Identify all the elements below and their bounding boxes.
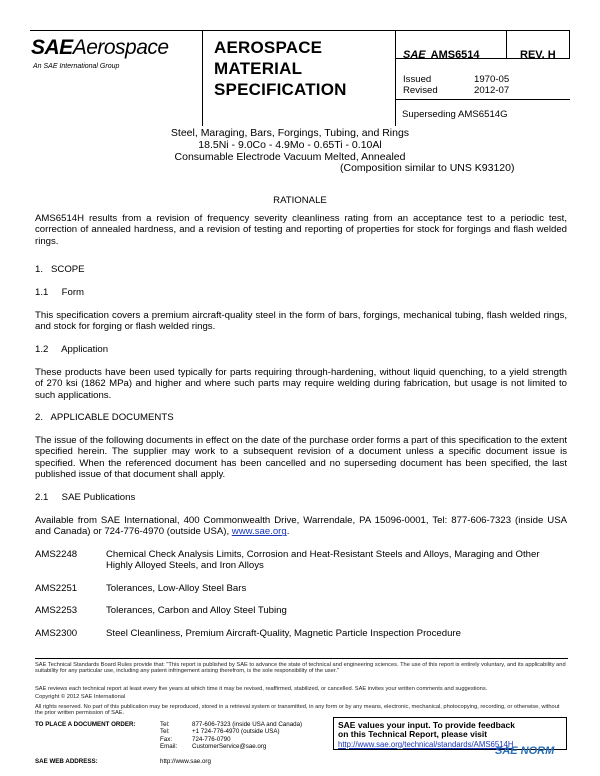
subject-line: Steel, Maraging, Bars, Forgings, Tubing, and Rings — [170, 127, 410, 139]
section-text — [35, 515, 567, 538]
section-heading: 2. APPLICABLE DOCUMENTS — [35, 412, 174, 423]
logo-aerospace: Aerospace — [72, 36, 169, 59]
section-heading: 1.2 Application — [35, 344, 109, 355]
title-line: MATERIAL — [214, 59, 303, 78]
order-contacts — [160, 721, 332, 750]
contact-value: 877-606-7323 (inside USA and Canada) — [192, 721, 303, 728]
footer-review: SAE reviews each technical report at least every five years at which time it may be revised, reaffirmed, stabilized, or cancelled. SAE invites your written comments and suggestions. — [35, 686, 488, 692]
issued-value: 1970-05 — [474, 74, 510, 85]
reference-code: AMS2300 — [35, 628, 78, 639]
contact-label: Email: — [160, 742, 178, 750]
watermark: SAE NORM — [495, 745, 555, 757]
reference-code: AMS2251 — [35, 583, 78, 594]
contact-row — [160, 721, 332, 728]
sentence-end: . — [286, 526, 290, 538]
section-heading: 2.1 SAE Publications — [35, 492, 136, 503]
header-divider — [395, 30, 396, 126]
contact-row — [160, 736, 332, 743]
web-value: http://www.sae.org — [160, 758, 211, 765]
spec-number — [403, 49, 480, 61]
revision-label: REV. H — [520, 49, 556, 61]
reference-title: Steel Cleanliness, Premium Aircraft-Quality, Magnetic Particle Inspection Procedure — [106, 628, 461, 639]
header-divider — [569, 30, 570, 58]
contact-label: Fax: — [160, 735, 173, 743]
contact-label: Tel: — [160, 728, 170, 736]
section-heading: 1. SCOPE — [35, 264, 85, 275]
order-label: TO PLACE A DOCUMENT ORDER: — [35, 721, 136, 728]
header-border-top — [30, 30, 570, 31]
reference-code: AMS2253 — [35, 605, 78, 616]
header-divider — [395, 99, 570, 100]
sae-mark: SAE — [403, 49, 426, 61]
reference-code: AMS2248 — [35, 549, 78, 560]
reference-title: Tolerances, Low-Alloy Steel Bars — [106, 583, 247, 594]
revised-value: 2012-07 — [474, 85, 510, 96]
sae-website-link[interactable]: www.sae.org — [231, 526, 287, 538]
contact-label: Tel: — [160, 721, 170, 728]
contact-row — [160, 743, 332, 750]
feedback-text: SAE values your input. To provide feedback — [338, 720, 515, 730]
rationale-text: AMS6514H results from a revision of frequency severity cleanliness rating from an acceptance test to a periodic test, correction of annealed hardness, and a revision of testing and reporting of properties for stock for forgings and flash welded rings. — [35, 213, 567, 247]
web-label: SAE WEB ADDRESS: — [35, 758, 98, 765]
footer-rights: All rights reserved. No part of this publication may be reproduced, stored in a retrieval system or transmitted, in any form or by any means, electronic, mechanical, photocopying, recording, or otherwise, without the prior written permission of SAE. — [35, 704, 560, 717]
logo-tagline: An SAE International Group — [33, 63, 120, 70]
section-text: The issue of the following documents in effect on the date of the purchase order forms a part of this specification to the extent specified herein. The supplier may work to a subsequent revision of a document unless a specific document issue is specified. When the referenced document has been cancelled and no superseding document has been specified, the last published issue of that document shall apply. — [35, 435, 567, 481]
feedback-link[interactable]: http://www.sae.org/technical/standards/AMS6514H — [338, 739, 514, 749]
header-divider — [506, 30, 507, 58]
issued-label: Issued — [403, 74, 432, 85]
revised-label: Revised — [403, 85, 438, 96]
contact-value: 724-776-0790 — [192, 735, 231, 743]
contact-row — [160, 728, 332, 735]
document-type-title — [214, 37, 347, 100]
contact-value: +1 724-776-4970 (outside USA) — [192, 728, 280, 736]
footer-copyright: Copyright © 2012 SAE International — [35, 694, 126, 700]
title-line: SPECIFICATION — [214, 80, 347, 99]
section-text: This specification covers a premium aircraft-quality steel in the form of bars, forgings, mechanical tubing, flash welded rings, and stock for forging or flash welded rings. — [35, 310, 567, 333]
contact-value: CustomerService@sae.org — [192, 742, 267, 750]
footer-rule — [35, 658, 568, 659]
spec-number-value: AMS6514 — [430, 49, 480, 61]
subject-line: 18.5Ni - 9.0Co - 4.9Mo - 0.65Ti - 0.10Al — [198, 138, 382, 151]
feedback-text: on this Technical Report, please visit — [338, 729, 488, 740]
document-subject — [80, 128, 500, 163]
subject-line: (Composition similar to UNS K93120) — [340, 162, 515, 174]
footer-policy: SAE Technical Standards Board Rules provide that: "This report is published by SAE to advance the state of technical and engineering sciences. The use of this report is entirely voluntary, and its applicability and suitability for any particular use, including any patent infringement arising therefrom, is the sole responsibility of the user." — [35, 662, 566, 675]
rationale-heading: RATIONALE — [273, 195, 327, 206]
subject-line: Consumable Electrode Vacuum Melted, Annealed — [174, 150, 406, 163]
section-heading: 1.1 Form — [35, 287, 85, 298]
sae-publications-text: Available from SAE International, 400 Commonwealth Drive, Warrendale, PA 15096-0001, Tel: 877-606-7323 (inside USA and Canada) or 724-776-4970 (outside USA), — [35, 515, 567, 538]
sae-aerospace-logo — [31, 36, 169, 60]
reference-title: Tolerances, Carbon and Alloy Steel Tubing — [106, 605, 287, 616]
reference-title: Chemical Check Analysis Limits, Corrosion and Heat-Resistant Steels and Alloys, Maraging and Other Highly Alloyed Steels, and Iron Alloys — [106, 549, 540, 572]
logo-sae: SAE — [31, 36, 73, 59]
superseding: Superseding AMS6514G — [402, 109, 508, 120]
header-divider — [202, 30, 203, 126]
section-text: These products have been used typically for parts requiring through-hardening, without liquid quenching, to a yield strength of 270 ksi (1862 MPa) and higher and where such parts may require welding during fabrication, but usage is not limited to such applications. — [35, 367, 567, 401]
title-line: AEROSPACE — [214, 38, 323, 57]
